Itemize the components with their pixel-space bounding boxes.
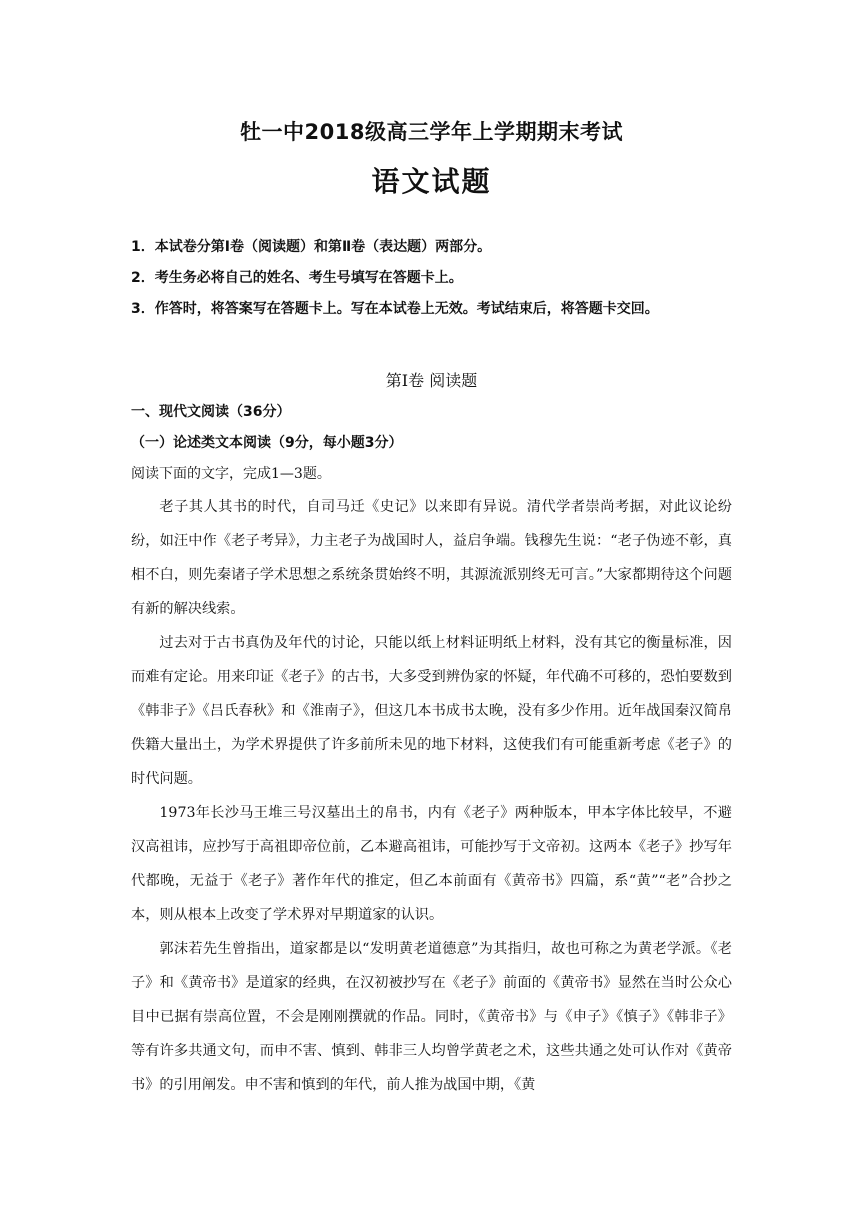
reading-instruction: 阅读下面的文字，完成1—3题。 [131, 466, 331, 482]
section-title: 第Ⅰ卷 阅读题 [385, 371, 478, 390]
part-heading: 一、现代文阅读（36分） [131, 404, 291, 420]
passage-paragraph-4: 郭沫若先生曾指出，道家都是以“发明黄老道德意”为其指归，故也可称之为黄老学派。《老子》和《黄帝书》是道家的经典，在汉初被抄写在《老子》前面的《黄帝书》显然在当时公众心目中已据有崇高位置，不会是刚刚撰就的作品。同时，《黄帝书》与《申子》《慎子》《韩非子》等有许多共通文句，而申不害、慎到、韩非三人均曾学黄老之术，这些共通之处可认作对《黄帝书》的引用阐发。申不害和慎到的年代，前人推为战国中期，《黄 [131, 941, 732, 1093]
sub-heading: （一）论述类文本阅读（9分，每小题3分） [131, 435, 403, 451]
instruction-note-2: 2．考生务必将自己的姓名、考生号填写在答题卡上。 [131, 270, 463, 286]
instruction-note-3: 3．作答时，将答案写在答题卡上。写在本试卷上无效。考试结束后，将答题卡交回。 [131, 301, 659, 317]
exam-title: 牡一中2018级高三学年上学期期末考试 [240, 120, 623, 144]
instructions-list [131, 232, 732, 325]
exam-subtitle: 语文试题 [371, 165, 492, 198]
passage-paragraph-1: 老子其人其书的时代，自司马迁《史记》以来即有异说。清代学者崇尚考据，对此议论纷纷，如汪中作《老子考异》，力主老子为战国时人，益启争端。钱穆先生说：“老子伪迹不彰，真相不白，则先秦诸子学术思想之系统条贯始终不明，其源流派别终无可言。”大家都期待这个问题有新的解决线索。 [131, 499, 732, 617]
passage-paragraph-3: 1973年长沙马王堆三号汉墓出土的帛书，内有《老子》两种版本，甲本字体比较早，不避汉高祖讳，应抄写于高祖即帝位前，乙本避高祖讳，可能抄写于文帝初。这两本《老子》抄写年代都晚，无益于《老子》著作年代的推定，但乙本前面有《黄帝书》四篇，系“黄”“老”合抄之本，则从根本上改变了学术界对早期道家的认识。 [131, 805, 732, 923]
instruction-note-1: 1．本试卷分第Ⅰ卷（阅读题）和第Ⅱ卷（表达题）两部分。 [131, 239, 492, 255]
passage-paragraph-2: 过去对于古书真伪及年代的讨论，只能以纸上材料证明纸上材料，没有其它的衡量标准，因而难有定论。用来印证《老子》的古书，大多受到辨伪家的怀疑，年代确不可移的，恐怕要数到《韩非子》《吕氏春秋》和《淮南子》，但这几本书成书太晚，没有多少作用。近年战国秦汉简帛佚籍大量出土，为学术界提供了许多前所未见的地下材料，这使我们有可能重新考虑《老子》的时代问题。 [131, 635, 732, 787]
